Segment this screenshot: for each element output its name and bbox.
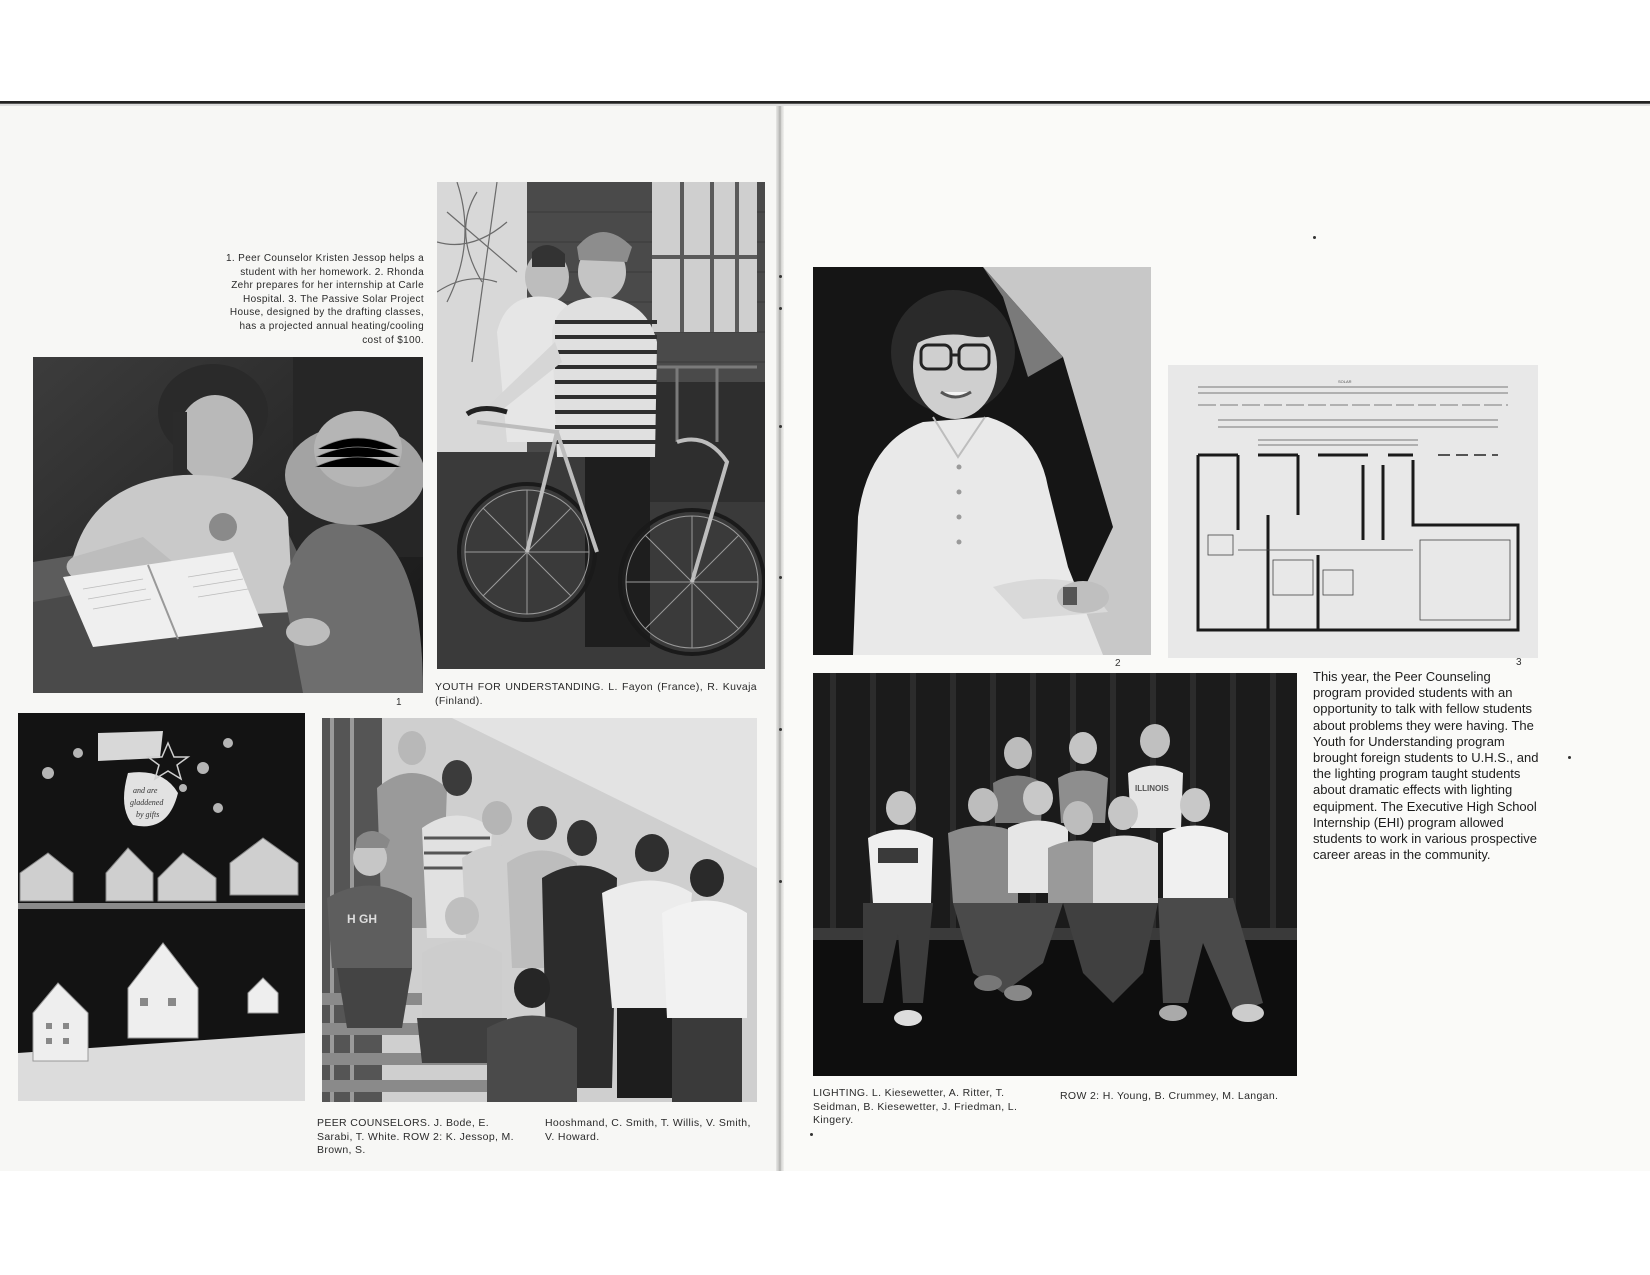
photo-number-3: 3	[1516, 657, 1522, 668]
gutter-mark	[779, 275, 782, 278]
photo-gingerbread-houses	[18, 713, 305, 1101]
intro-caption: 1. Peer Counselor Kristen Jessop helps a student with her homework. 2. Rhonda Zehr prepares for her internship at Carle Hospital. 3. The Passive Solar Project House, designed by the drafting classes, has a projected annual heating/cooling cost of $100.	[226, 253, 424, 346]
photo-number-2: 2	[1115, 658, 1121, 669]
binding-gutter	[776, 106, 784, 1171]
photo-peer-counselors-group	[322, 718, 757, 1102]
photo-solar-house-plan	[1168, 365, 1538, 658]
gutter-mark	[779, 728, 782, 731]
photo-rhonda-zehr	[813, 267, 1151, 655]
photo-number-1: 1	[396, 697, 402, 708]
youth-caption: YOUTH FOR UNDERSTANDING. L. Fayon (France), R. Kuvaja (Finland).	[435, 681, 757, 707]
lighting-caption-col1: LIGHTING. L. Kiesewetter, A. Ritter, T. Seidman, B. Kiesewetter, J. Friedman, L. Kingery.	[813, 1087, 1018, 1126]
svg-text:and are: and are	[133, 786, 158, 795]
svg-text:H GH: H GH	[347, 912, 377, 926]
svg-text:SOLAR: SOLAR	[1338, 379, 1352, 384]
gutter-mark	[779, 307, 782, 310]
svg-text:by gifts: by gifts	[136, 810, 160, 819]
body-text: This year, the Peer Counseling program provided students with an opportunity to talk with fellow students about problems they were having. The Youth for Understanding program brought foreign students to U.H.S., and the lighting program taught students about dramatic effects with lighting equipment. The Executive High School Internship (EHI) program allowed students to work in various prospective career areas in the community.	[1313, 669, 1539, 863]
svg-text:gladdened: gladdened	[130, 798, 164, 807]
lighting-caption-col2: ROW 2: H. Young, B. Crummey, M. Langan.	[1060, 1090, 1279, 1102]
page-mark	[1313, 236, 1316, 239]
peer-caption-col2: Hooshmand, C. Smith, T. Willis, V. Smith, V. Howard.	[545, 1117, 751, 1143]
peer-caption-col1: PEER COUNSELORS. J. Bode, E. Sarabi, T. White. ROW 2: K. Jessop, M. Brown, S.	[317, 1117, 514, 1156]
sweater-text: ILLINOIS	[1135, 784, 1169, 793]
page-mark	[810, 1133, 813, 1136]
gutter-mark	[779, 576, 782, 579]
photo-lighting-crew	[813, 673, 1297, 1076]
page-mark	[1568, 756, 1571, 759]
photo-peer-counselor-homework	[33, 357, 423, 693]
gutter-mark	[779, 425, 782, 428]
gutter-mark	[779, 880, 782, 883]
photo-youth-for-understanding	[437, 182, 765, 669]
